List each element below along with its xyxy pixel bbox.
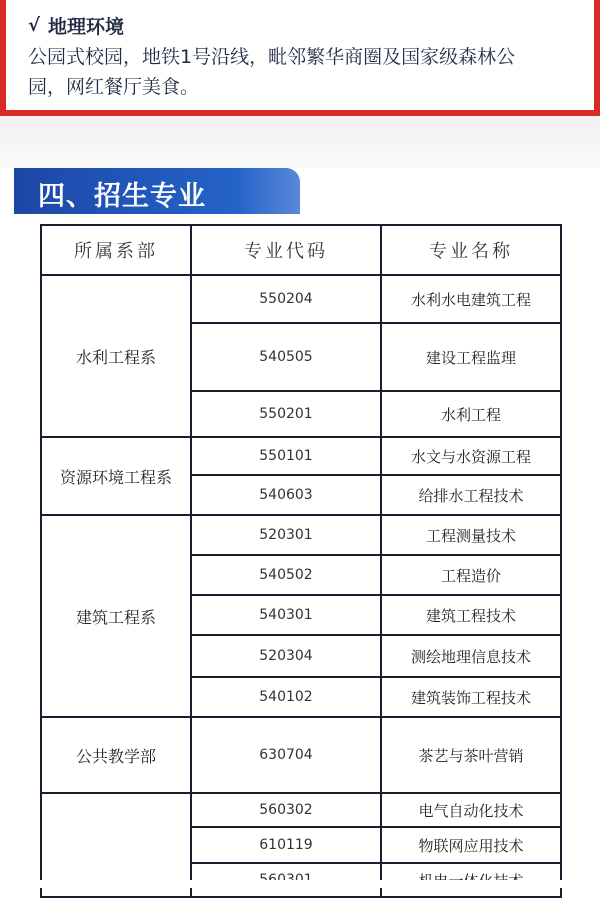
major-name-cell: 工程造价: [381, 555, 561, 595]
header-department: 所属系部: [41, 225, 191, 275]
header-major-name: 专业名称: [381, 225, 561, 275]
major-code-cell: 540603: [191, 475, 381, 515]
major-name-cell: 测绘地理信息技术: [381, 635, 561, 677]
table-row: [41, 515, 561, 555]
environment-heading: [28, 12, 124, 39]
major-name-cell: 给排水工程技术: [381, 475, 561, 515]
checkmark-icon: √: [28, 15, 41, 36]
major-code-cell: 540301: [191, 595, 381, 635]
major-name-cell: 茶艺与茶叶营销: [381, 717, 561, 793]
major-name-cell: 物联网应用技术: [381, 827, 561, 863]
department-cell: 建筑工程系: [41, 515, 191, 717]
major-code-cell: 540502: [191, 555, 381, 595]
major-code-cell: 540102: [191, 677, 381, 717]
major-name-cell: 工程测量技术: [381, 515, 561, 555]
major-code-cell: 520301: [191, 515, 381, 555]
major-name-cell: 水文与水资源工程: [381, 437, 561, 475]
major-name-cell: 建设工程监理: [381, 323, 561, 391]
header-major-code: 专业代码: [191, 225, 381, 275]
table-row: [41, 793, 561, 827]
environment-desc-line-1: 公园式校园，地铁1号沿线，毗邻繁华商圈及国家级森林公: [28, 46, 516, 68]
major-code-cell: 520304: [191, 635, 381, 677]
environment-desc-line-2: 园，网红餐厅美食。: [28, 76, 200, 98]
section-header-bar: [14, 168, 300, 214]
majors-table: [40, 224, 562, 898]
major-code-cell: 550204: [191, 275, 381, 323]
section-title: 四、招生专业: [38, 181, 206, 212]
section-spacer: [0, 116, 600, 168]
major-code-cell: 560302: [191, 793, 381, 827]
major-name-cell: 建筑装饰工程技术: [381, 677, 561, 717]
environment-title: 地理环境: [48, 16, 125, 38]
major-code-cell: 550101: [191, 437, 381, 475]
department-cell: 水利工程系: [41, 275, 191, 437]
major-name-cell: 建筑工程技术: [381, 595, 561, 635]
geography-environment-box: [0, 0, 600, 116]
major-name-cell: 水利工程: [381, 391, 561, 437]
page-bottom-edge: [0, 880, 600, 888]
table-header-row: [41, 225, 561, 275]
table-row: [41, 437, 561, 475]
major-name-cell: 水利水电建筑工程: [381, 275, 561, 323]
table-row: [41, 717, 561, 793]
major-name-cell: 电气自动化技术: [381, 793, 561, 827]
department-cell: 公共教学部: [41, 717, 191, 793]
major-code-cell: 630704: [191, 717, 381, 793]
environment-description: [28, 42, 588, 102]
department-cell: 资源环境工程系: [41, 437, 191, 515]
major-code-cell: 540505: [191, 323, 381, 391]
major-code-cell: 550201: [191, 391, 381, 437]
major-code-cell: 610119: [191, 827, 381, 863]
table-row: [41, 275, 561, 323]
